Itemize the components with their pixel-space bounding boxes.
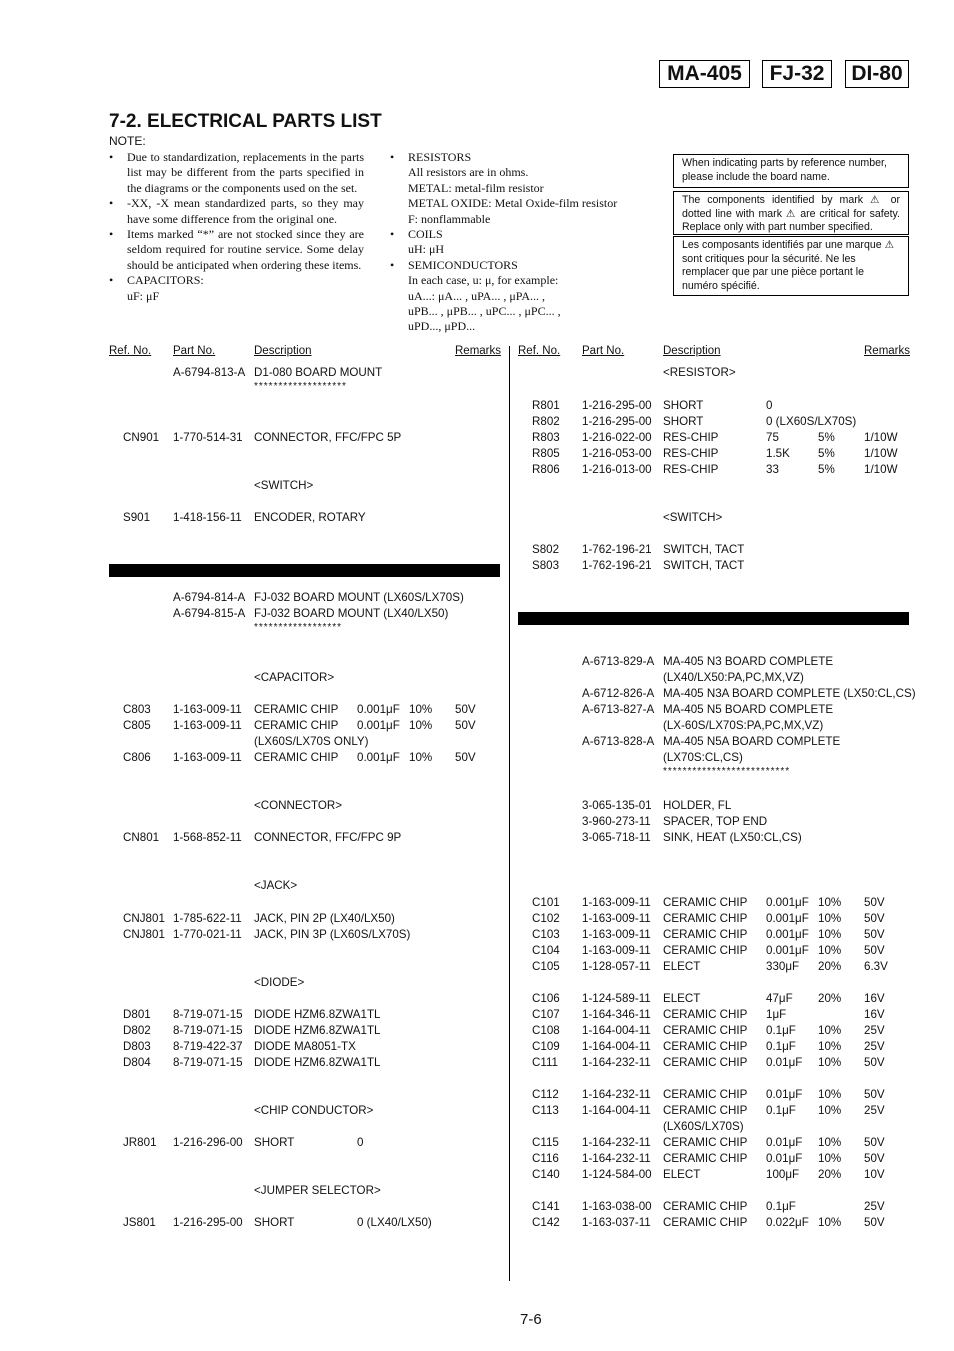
part-value: 10% <box>409 703 433 716</box>
part-value: 0.001μF <box>766 944 809 957</box>
part-desc: <SWITCH> <box>254 479 314 492</box>
part-value: 20% <box>818 960 842 973</box>
part-ref: R802 <box>532 415 560 428</box>
part-desc: SHORT <box>663 399 704 412</box>
column-divider <box>509 346 510 1281</box>
part-desc: CERAMIC CHIP <box>254 719 339 732</box>
part-value: 50V <box>455 703 476 716</box>
part-value: 50V <box>864 1056 885 1069</box>
part-desc: CERAMIC CHIP <box>663 1152 748 1165</box>
header-desc: Description <box>254 345 312 357</box>
part-value: 33 <box>766 463 779 476</box>
notes-left <box>109 150 364 304</box>
safety-note-board: When indicating parts by reference number, please include the board name. <box>673 154 909 188</box>
part-desc: <CONNECTOR> <box>254 799 343 812</box>
part-value: 50V <box>864 1152 885 1165</box>
part-desc: ELECT <box>663 992 701 1005</box>
note-text: -XX, -X mean standardized parts, so they may have some difference from the original one. <box>127 196 364 226</box>
part-value: 1/10W <box>864 431 898 444</box>
part-ref: C106 <box>532 992 560 1005</box>
part-desc: (LX-60S/LX70S:PA,PC,MX,VZ) <box>663 719 824 732</box>
part-desc: <RESISTOR> <box>663 366 736 379</box>
part-desc: MA-405 N5A BOARD COMPLETE <box>663 735 841 748</box>
part-value: 0.01μF <box>766 1136 803 1149</box>
part-value: 0.001μF <box>357 751 400 764</box>
part-part: 3-065-718-11 <box>582 831 651 844</box>
part-value: 0.001μF <box>766 912 809 925</box>
part-part: 1-163-009-11 <box>582 944 651 957</box>
part-part: 1-163-009-11 <box>582 896 651 909</box>
part-desc: CERAMIC CHIP <box>254 751 339 764</box>
part-ref: C107 <box>532 1008 560 1021</box>
model-box-ma405 <box>659 60 750 88</box>
part-value: 100μF <box>766 1168 800 1181</box>
part-ref: S802 <box>532 543 560 556</box>
part-ref: D801 <box>123 1008 151 1021</box>
part-ref: C142 <box>532 1216 560 1229</box>
part-value: 0.001μF <box>357 719 400 732</box>
part-desc: D1-080 BOARD MOUNT <box>254 366 383 379</box>
part-ref: D804 <box>123 1056 151 1069</box>
part-value: 0 <box>766 399 773 412</box>
part-ref: JR801 <box>123 1136 157 1149</box>
model-box-fj32 <box>762 60 832 88</box>
note-item: • Items marked “*” are not stocked since they are seldom required for routine service. Some delay should be anticipated when ordering these items. <box>109 227 364 272</box>
part-value: 330μF <box>766 960 800 973</box>
part-desc: SHORT <box>663 415 704 428</box>
model-label: DI-80 <box>851 62 903 85</box>
part-part: 8-719-071-15 <box>173 1056 243 1069</box>
note-text: Due to standardization, replacements in the parts list may be different from the parts specified in the diagrams or the components used on the set. <box>127 150 364 195</box>
part-value: 5% <box>818 431 835 444</box>
part-part: 1-163-009-11 <box>582 912 651 925</box>
part-desc: (LX40/LX50:PA,PC,MX,VZ) <box>663 671 804 684</box>
part-ref: C112 <box>532 1088 559 1101</box>
part-desc: SWITCH, TACT <box>663 543 745 556</box>
part-part: 1-216-296-00 <box>173 1136 243 1149</box>
page-title: 7-2. ELECTRICAL PARTS LIST <box>109 111 382 132</box>
part-part: 3-065-135-01 <box>582 799 652 812</box>
part-ref: D802 <box>123 1024 151 1037</box>
part-value: 10% <box>818 1136 842 1149</box>
part-value: 10% <box>409 751 433 764</box>
part-value: 50V <box>864 912 885 925</box>
part-desc: DIODE HZM6.8ZWA1TL <box>254 1056 381 1069</box>
part-ref: C115 <box>532 1136 559 1149</box>
part-value: 20% <box>818 1168 842 1181</box>
part-value: 50V <box>455 751 476 764</box>
part-desc: CERAMIC CHIP <box>663 1008 748 1021</box>
part-part: A-6713-829-A <box>582 655 655 668</box>
part-part: 1-128-057-11 <box>582 960 651 973</box>
part-ref: CN901 <box>123 431 160 444</box>
part-value: 0.1μF <box>766 1024 796 1037</box>
part-value: 0.1μF <box>766 1200 796 1213</box>
part-part: 1-216-022-00 <box>582 431 652 444</box>
part-value: 10% <box>818 1040 842 1053</box>
part-desc: CERAMIC CHIP <box>663 1136 748 1149</box>
part-value: 0.001μF <box>357 703 400 716</box>
part-part: 1-163-037-11 <box>582 1216 651 1229</box>
part-ref: JS801 <box>123 1216 156 1229</box>
part-value: 1.5K <box>766 447 790 460</box>
part-value: 16V <box>864 1008 885 1021</box>
part-part: 1-163-009-11 <box>173 719 242 732</box>
part-desc: SHORT <box>254 1216 295 1229</box>
part-part: 1-216-295-00 <box>173 1216 243 1229</box>
note-line: uH: μH <box>408 242 445 257</box>
part-desc: CONNECTOR, FFC/FPC 9P <box>254 831 402 844</box>
part-ref: C141 <box>532 1200 560 1213</box>
part-ref: C108 <box>532 1024 560 1037</box>
header-ref: Ref. No. <box>518 345 561 357</box>
part-desc: JACK, PIN 2P (LX40/LX50) <box>254 912 395 925</box>
header-desc: Description <box>663 345 721 357</box>
part-value: 25V <box>864 1200 885 1213</box>
header-ref: Ref. No. <box>109 345 152 357</box>
note-item: • Due to standardization, replacements in the parts list may be different from the parts specified in the diagrams or the components used on the set. <box>109 150 364 195</box>
part-desc: FJ-032 BOARD MOUNT (LX40/LX50) <box>254 607 449 620</box>
part-desc: MA-405 N3 BOARD COMPLETE <box>663 655 834 668</box>
part-desc: SHORT <box>254 1136 295 1149</box>
part-ref: C806 <box>123 751 151 764</box>
part-value: 25V <box>864 1024 885 1037</box>
note-line: All resistors are in ohms. <box>408 165 529 180</box>
part-desc: CONNECTOR, FFC/FPC 5P <box>254 431 402 444</box>
part-desc: SINK, HEAT (LX50:CL,CS) <box>663 831 802 844</box>
part-part: 8-719-422-37 <box>173 1040 243 1053</box>
part-value: 0 (LX60S/LX70S) <box>766 415 857 428</box>
part-desc: (LX70S:CL,CS) <box>663 751 743 764</box>
part-desc: RES-CHIP <box>663 447 719 460</box>
part-value: 47μF <box>766 992 793 1005</box>
part-value: 1μF <box>766 1008 787 1021</box>
part-desc: CERAMIC CHIP <box>663 912 748 925</box>
part-part: 1-164-232-11 <box>582 1088 651 1101</box>
part-desc: CERAMIC CHIP <box>254 703 339 716</box>
header-remarks: Remarks <box>864 345 911 357</box>
part-value: 10% <box>818 1104 842 1117</box>
note-item: • SEMICONDUCTORS <box>390 257 518 272</box>
part-part: 1-216-295-00 <box>582 415 652 428</box>
part-part: A-6713-828-A <box>582 735 655 748</box>
part-value: 1/10W <box>864 463 898 476</box>
part-part: 1-164-004-11 <box>582 1024 651 1037</box>
part-part: 1-164-346-11 <box>582 1008 651 1021</box>
model-box-di80 <box>845 60 909 88</box>
note-head: RESISTORS <box>408 150 472 164</box>
part-ref: C103 <box>532 928 560 941</box>
part-value: 5% <box>818 447 835 460</box>
model-label: MA-405 <box>667 62 742 85</box>
part-value: 0.1μF <box>766 1040 796 1053</box>
part-part: 1-770-021-11 <box>173 928 242 941</box>
part-value: 0 (LX40/LX50) <box>357 1216 432 1229</box>
section-separator <box>109 564 500 577</box>
part-part: 1-124-589-11 <box>582 992 651 1005</box>
part-desc: JACK, PIN 3P (LX60S/LX70S) <box>254 928 411 941</box>
part-desc: <CHIP CONDUCTOR> <box>254 1104 374 1117</box>
part-part: 1-164-232-11 <box>582 1056 651 1069</box>
part-desc: SPACER, TOP END <box>663 815 768 828</box>
part-part: 1-785-622-11 <box>173 912 242 925</box>
note-line: uPD..., μPD... <box>408 319 476 334</box>
part-ref: CNJ801 <box>123 912 165 925</box>
part-part: 3-960-273-11 <box>582 815 651 828</box>
part-value: 50V <box>864 1088 885 1101</box>
part-desc: CERAMIC CHIP <box>663 1104 748 1117</box>
part-ref: R803 <box>532 431 560 444</box>
part-ref: C803 <box>123 703 151 716</box>
part-value: 10% <box>818 1216 842 1229</box>
part-ref: D803 <box>123 1040 151 1053</box>
part-desc: CERAMIC CHIP <box>663 1216 748 1229</box>
part-value: 10% <box>818 896 842 909</box>
part-desc: ELECT <box>663 960 701 973</box>
part-desc: <JUMPER SELECTOR> <box>254 1184 381 1197</box>
note-line: METAL OXIDE: Metal Oxide-film resistor <box>408 196 618 211</box>
note-head: CAPACITORS: <box>127 273 204 288</box>
part-desc: CERAMIC CHIP <box>663 1088 748 1101</box>
part-desc: DIODE HZM6.8ZWA1TL <box>254 1024 381 1037</box>
part-ref: C102 <box>532 912 560 925</box>
part-part: 1-216-295-00 <box>582 399 652 412</box>
note-text: Items marked “*” are not stocked since they are seldom required for routine service. Some delay should be anticipated when ordering these items. <box>127 227 364 272</box>
note-line: F: nonflammable <box>408 211 491 226</box>
part-value: 10V <box>864 1168 885 1181</box>
part-part: 1-762-196-21 <box>582 559 652 572</box>
header-remarks: Remarks <box>455 345 502 357</box>
part-desc: CERAMIC CHIP <box>663 1040 748 1053</box>
part-part: 1-770-514-31 <box>173 431 243 444</box>
part-ref: CN801 <box>123 831 160 844</box>
part-ref: C104 <box>532 944 560 957</box>
note-item: • RESISTORS <box>390 150 472 164</box>
part-desc: RES-CHIP <box>663 431 719 444</box>
note-head: COILS <box>408 227 443 242</box>
part-part: 1-163-009-11 <box>173 751 242 764</box>
part-desc: MA-405 N5 BOARD COMPLETE <box>663 703 834 716</box>
model-label: FJ-32 <box>769 62 825 85</box>
part-value: 1/10W <box>864 447 898 460</box>
note-head: SEMICONDUCTORS <box>408 257 518 272</box>
part-stars: ******************* <box>254 381 347 392</box>
part-value: 50V <box>455 719 476 732</box>
header-part: Part No. <box>173 345 216 357</box>
note-line: METAL: metal-film resistor <box>408 180 544 195</box>
note-line: uA...: μA... , uPA... , μPA... , <box>408 288 546 303</box>
part-desc: CERAMIC CHIP <box>663 928 748 941</box>
part-value: 6.3V <box>864 960 888 973</box>
part-value: 0.01μF <box>766 1152 803 1165</box>
part-part: 1-418-156-11 <box>173 511 242 524</box>
part-value: 0.1μF <box>766 1104 796 1117</box>
part-value: 0.001μF <box>766 928 809 941</box>
part-desc: MA-405 N3A BOARD COMPLETE (LX50:CL,CS) <box>663 687 916 700</box>
part-value: 10% <box>818 1152 842 1165</box>
part-value: 50V <box>864 896 885 909</box>
part-part: 1-124-584-00 <box>582 1168 652 1181</box>
note-item: • -XX, -X mean standardized parts, so they may have some difference from the original one. <box>109 196 364 226</box>
part-part: 8-719-071-15 <box>173 1008 243 1021</box>
part-desc: DIODE MA8051-TX <box>254 1040 356 1053</box>
part-desc: ELECT <box>663 1168 701 1181</box>
part-part: A-6794-815-A <box>173 607 246 620</box>
part-value: 10% <box>818 912 842 925</box>
part-part: 1-164-232-11 <box>582 1136 651 1149</box>
header-part: Part No. <box>582 345 625 357</box>
part-part: 1-164-004-11 <box>582 1104 651 1117</box>
part-part: 1-163-009-11 <box>173 703 242 716</box>
part-ref: S901 <box>123 511 151 524</box>
part-desc: HOLDER, FL <box>663 799 732 812</box>
part-ref: CNJ801 <box>123 928 165 941</box>
notes-middle <box>390 150 660 335</box>
part-part: A-6712-826-A <box>582 687 655 700</box>
part-value: 10% <box>818 1088 842 1101</box>
part-desc: (LX60S/LX70S) <box>663 1120 744 1133</box>
part-desc: <JACK> <box>254 879 298 892</box>
part-ref: C101 <box>532 896 560 909</box>
part-desc: CERAMIC CHIP <box>663 1024 748 1037</box>
part-ref: C116 <box>532 1152 559 1165</box>
part-ref: C113 <box>532 1104 559 1117</box>
part-part: 1-762-196-21 <box>582 543 652 556</box>
part-value: 75 <box>766 431 779 444</box>
part-value: 10% <box>818 1024 842 1037</box>
part-ref: C140 <box>532 1168 560 1181</box>
safety-note-english: The components identified by mark ⚠ or dotted line with mark ⚠ are critical for safety. Replace only with part number specified. <box>673 191 909 235</box>
part-value: 0 <box>357 1136 364 1149</box>
part-ref: R806 <box>532 463 560 476</box>
part-part: A-6794-813-A <box>173 366 246 379</box>
part-part: 1-164-004-11 <box>582 1040 651 1053</box>
part-desc: <SWITCH> <box>663 511 723 524</box>
part-desc: CERAMIC CHIP <box>663 1200 748 1213</box>
safety-note-french: Les composants identifiés par une marque ⚠ sont critiques pour la sécurité. Ne les remplacer que par une pièce portant le numéro spécifié. <box>673 236 909 296</box>
part-value: 0.01μF <box>766 1056 803 1069</box>
part-value: 5% <box>818 463 835 476</box>
page-number: 7-6 <box>520 1311 542 1328</box>
part-value: 25V <box>864 1040 885 1053</box>
part-value: 50V <box>864 944 885 957</box>
section-separator <box>518 612 909 625</box>
note-item: • COILS <box>390 227 443 242</box>
part-part: 8-719-071-15 <box>173 1024 243 1037</box>
part-ref: C805 <box>123 719 151 732</box>
note-item: • CAPACITORS: <box>109 273 204 288</box>
part-value: 25V <box>864 1104 885 1117</box>
part-ref: C105 <box>532 960 560 973</box>
part-value: 20% <box>818 992 842 1005</box>
part-desc: CERAMIC CHIP <box>663 1056 748 1069</box>
part-value: 16V <box>864 992 885 1005</box>
part-value: 10% <box>409 719 433 732</box>
note-line: uF: μF <box>127 288 160 303</box>
part-desc: CERAMIC CHIP <box>663 944 748 957</box>
part-part: A-6794-814-A <box>173 591 246 604</box>
part-desc: <CAPACITOR> <box>254 671 335 684</box>
part-value: 10% <box>818 928 842 941</box>
part-part: 1-216-013-00 <box>582 463 652 476</box>
part-part: 1-164-232-11 <box>582 1152 651 1165</box>
part-part: 1-163-038-00 <box>582 1200 652 1213</box>
part-ref: C109 <box>532 1040 560 1053</box>
part-part: 1-216-053-00 <box>582 447 652 460</box>
part-desc: CERAMIC CHIP <box>663 896 748 909</box>
part-value: 0.001μF <box>766 896 809 909</box>
note-label: NOTE: <box>109 134 146 148</box>
part-desc: SWITCH, TACT <box>663 559 745 572</box>
part-stars: ************************** <box>663 766 791 777</box>
part-value: 0.022μF <box>766 1216 809 1229</box>
part-part: 1-568-852-11 <box>173 831 242 844</box>
part-desc: ENCODER, ROTARY <box>254 511 366 524</box>
part-part: 1-163-009-11 <box>582 928 651 941</box>
note-line: uPB... , μPB... , uPC... , μPC... , <box>408 304 561 319</box>
part-desc: <DIODE> <box>254 976 305 989</box>
part-part: A-6713-827-A <box>582 703 655 716</box>
part-ref: S803 <box>532 559 560 572</box>
part-value: 50V <box>864 1136 885 1149</box>
part-desc: RES-CHIP <box>663 463 719 476</box>
part-value: 50V <box>864 928 885 941</box>
part-value: 10% <box>818 1056 842 1069</box>
part-desc: (LX60S/LX70S ONLY) <box>254 735 369 748</box>
part-desc: DIODE HZM6.8ZWA1TL <box>254 1008 381 1021</box>
part-ref: R801 <box>532 399 560 412</box>
part-desc: FJ-032 BOARD MOUNT (LX60S/LX70S) <box>254 591 464 604</box>
note-line: In each case, u: μ, for example: <box>408 273 559 288</box>
part-value: 10% <box>818 944 842 957</box>
part-ref: R805 <box>532 447 560 460</box>
part-stars: ****************** <box>254 622 343 633</box>
part-ref: C111 <box>532 1056 558 1069</box>
part-value: 50V <box>864 1216 885 1229</box>
part-value: 0.01μF <box>766 1088 803 1101</box>
